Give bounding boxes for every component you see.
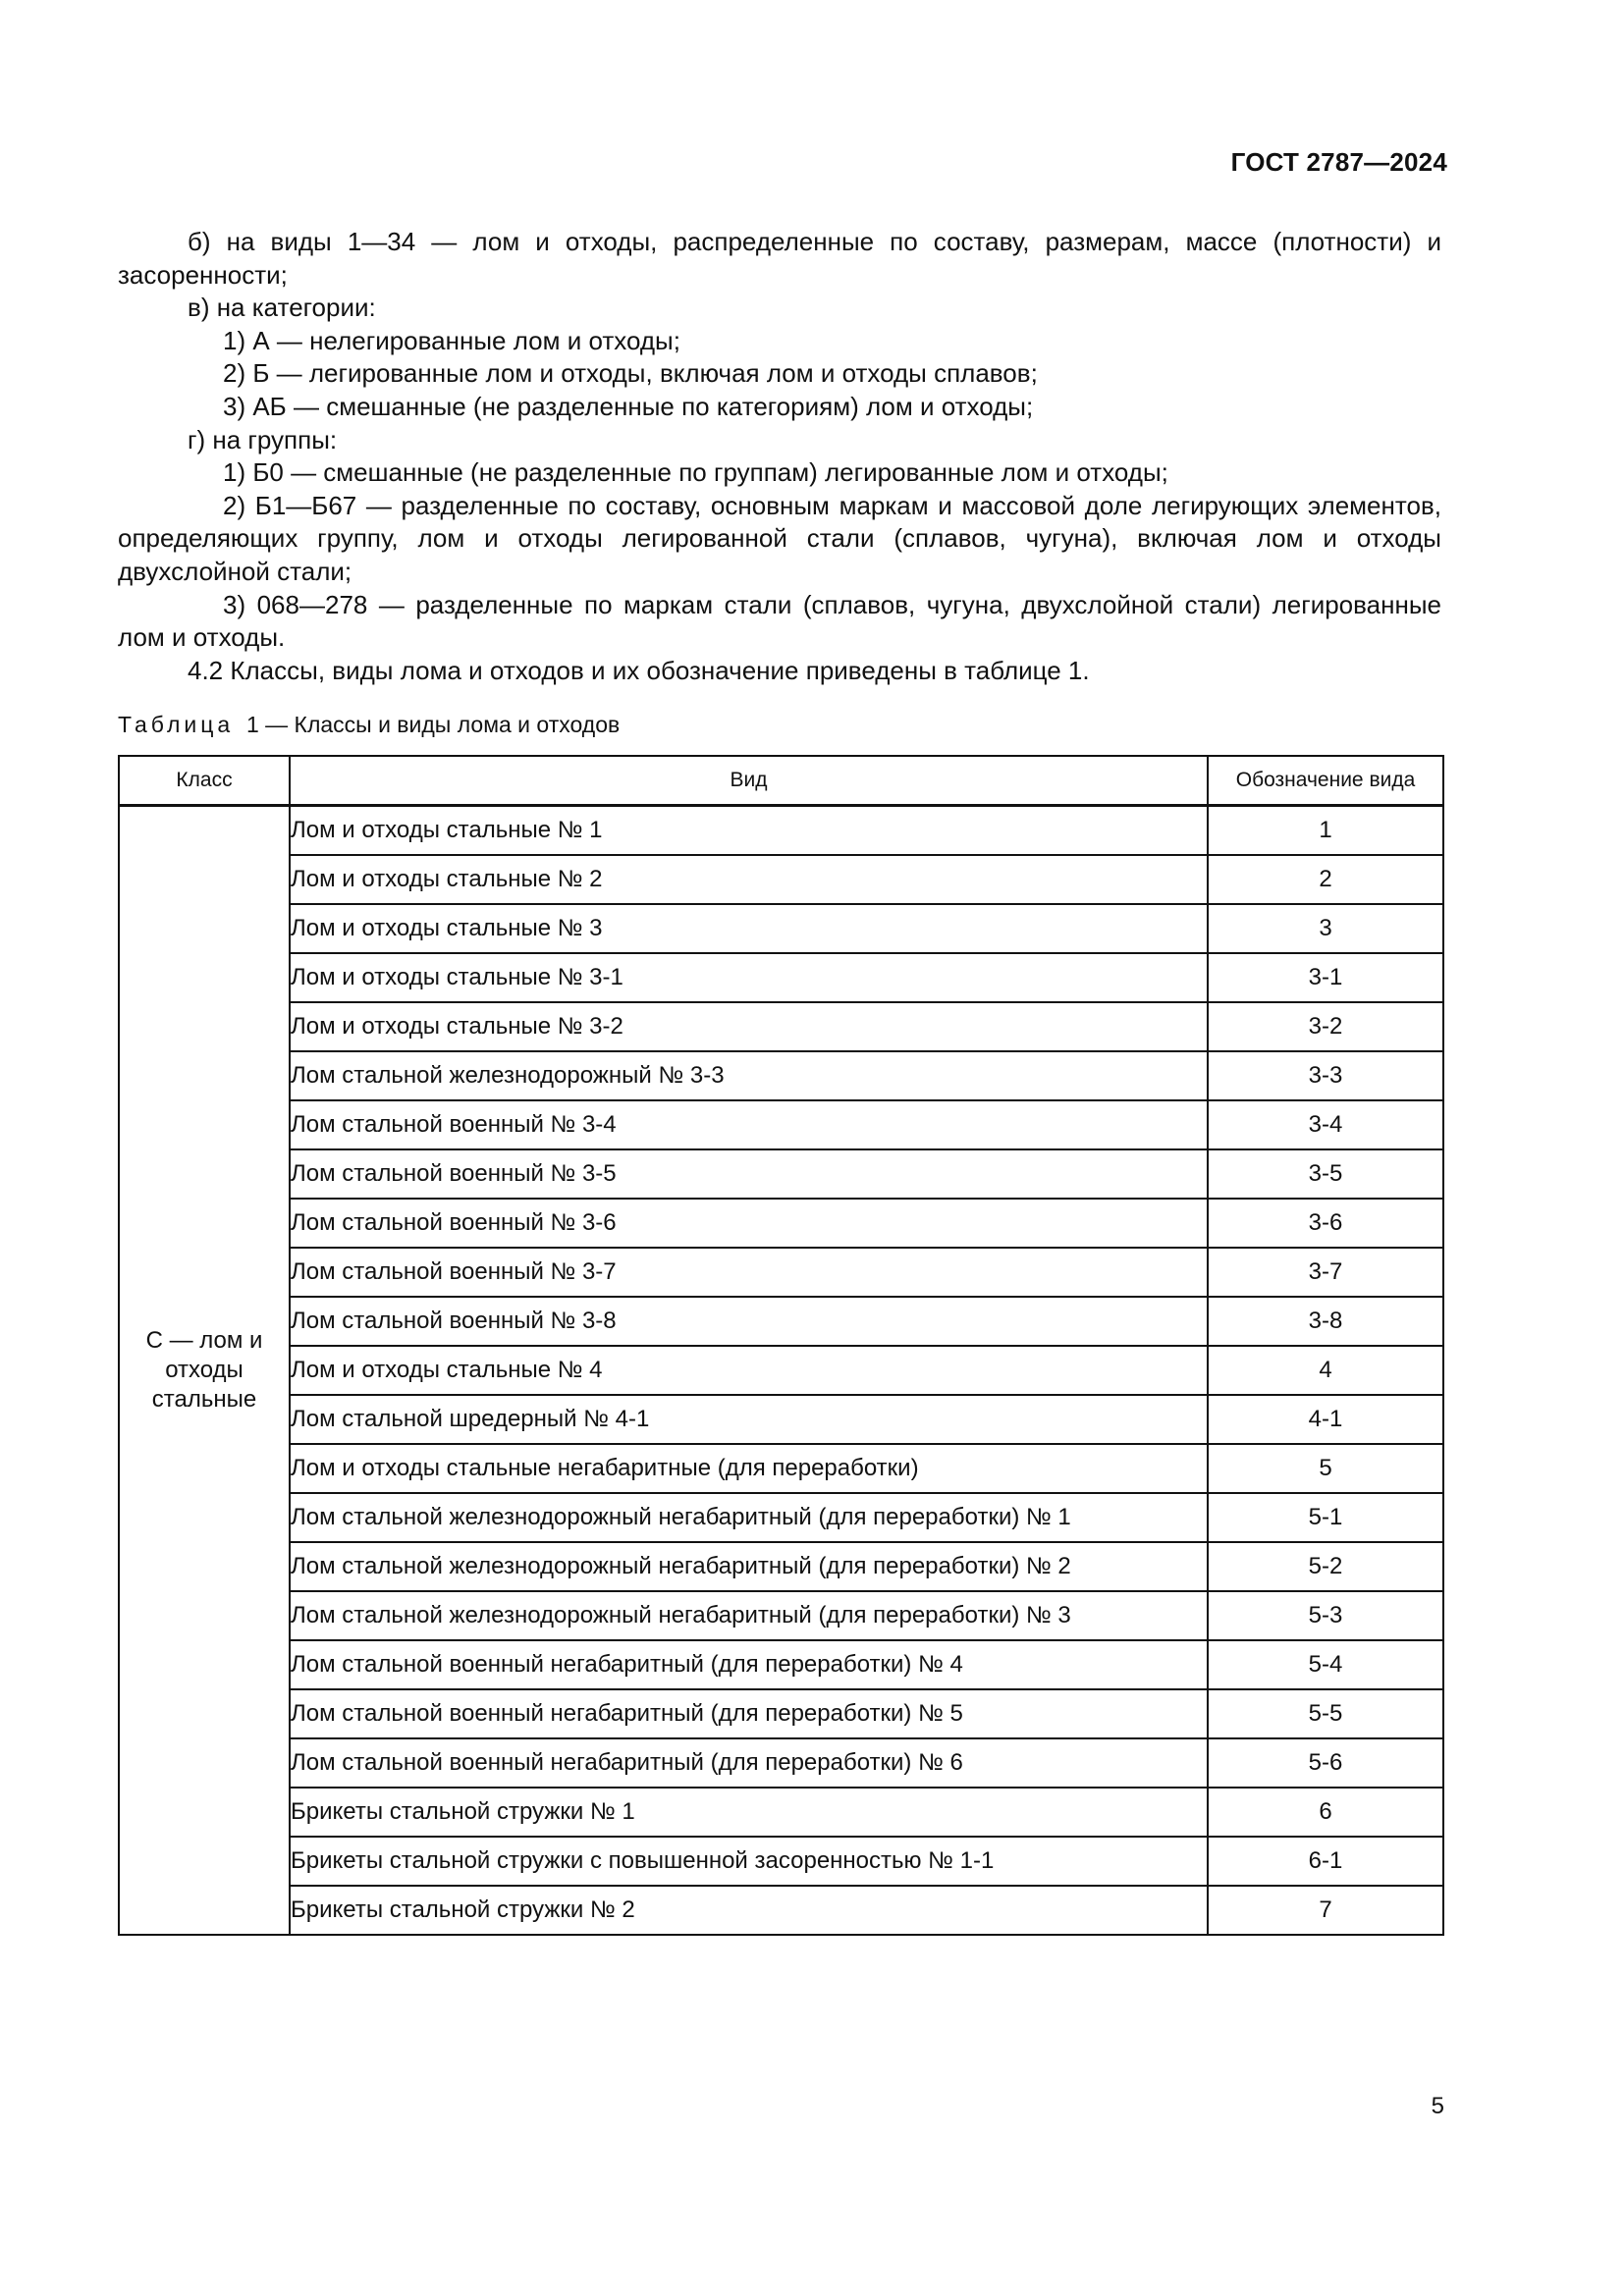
document-id: ГОСТ 2787—2024 bbox=[1230, 147, 1447, 177]
table-row bbox=[119, 806, 1443, 856]
list-item-g1: 1) Б0 — смешанные (не разделенные по группам) легированные лом и отходы; bbox=[223, 457, 1168, 488]
table-row bbox=[119, 1689, 1443, 1738]
kind-cell: Лом и отходы стальные № 3-1 bbox=[290, 953, 1208, 1002]
list-item-v2: 2) Б — легированные лом и отходы, включая лом и отходы сплавов; bbox=[223, 358, 1038, 389]
code-cell: 3 bbox=[1208, 904, 1443, 953]
header-code: Обозначение вида bbox=[1208, 756, 1443, 806]
kind-cell: Лом стальной железнодорожный негабаритный (для переработки) № 3 bbox=[290, 1591, 1208, 1640]
code-cell: 5-6 bbox=[1208, 1738, 1443, 1788]
table-header-row bbox=[119, 756, 1443, 806]
code-cell: 2 bbox=[1208, 855, 1443, 904]
table-row bbox=[119, 855, 1443, 904]
table-row bbox=[119, 1542, 1443, 1591]
list-item-g3: 3) 068—278 — разделенные по маркам стали (сплавов, чугуна, двухслойной стали) легированные лом и отходы. bbox=[118, 589, 1441, 653]
table-row bbox=[119, 1002, 1443, 1051]
table-caption bbox=[118, 712, 620, 738]
kind-cell: Лом стальной железнодорожный негабаритный (для переработки) № 1 bbox=[290, 1493, 1208, 1542]
code-cell: 3-4 bbox=[1208, 1100, 1443, 1149]
kind-cell: Лом стальной военный № 3-7 bbox=[290, 1248, 1208, 1297]
paragraph-v: в) на категории: bbox=[188, 293, 376, 323]
kind-cell: Брикеты стальной стружки № 1 bbox=[290, 1788, 1208, 1837]
kind-cell: Лом и отходы стальные № 3 bbox=[290, 904, 1208, 953]
table-row bbox=[119, 1149, 1443, 1199]
code-cell: 5-1 bbox=[1208, 1493, 1443, 1542]
paragraph-b: б) на виды 1—34 — лом и отходы, распределенные по составу, размерам, массе (плотности) и засоренности; bbox=[118, 227, 1441, 290]
table-row bbox=[119, 1346, 1443, 1395]
code-cell: 3-2 bbox=[1208, 1002, 1443, 1051]
table-row bbox=[119, 1788, 1443, 1837]
code-cell: 5-4 bbox=[1208, 1640, 1443, 1689]
kind-cell: Лом стальной железнодорожный № 3-3 bbox=[290, 1051, 1208, 1100]
list-item-v1: 1) А — нелегированные лом и отходы; bbox=[223, 325, 680, 355]
list-item-g2: 2) Б1—Б67 — разделенные по составу, основным маркам и массовой доле легирующих элементов, определяющих группу, лом и отходы легированной стали (сплавов, чугуна), включая лом и отходы двухслойной стали; bbox=[118, 490, 1441, 586]
code-cell: 3-6 bbox=[1208, 1199, 1443, 1248]
code-cell: 6 bbox=[1208, 1788, 1443, 1837]
table-row bbox=[119, 1100, 1443, 1149]
table-row bbox=[119, 1297, 1443, 1346]
table-row bbox=[119, 953, 1443, 1002]
code-cell: 5-3 bbox=[1208, 1591, 1443, 1640]
code-cell: 3-7 bbox=[1208, 1248, 1443, 1297]
paragraph-4-2: 4.2 Классы, виды лома и отходов и их обозначение приведены в таблице 1. bbox=[188, 655, 1090, 685]
table-row bbox=[119, 1591, 1443, 1640]
code-cell: 3-8 bbox=[1208, 1297, 1443, 1346]
kind-cell: Лом и отходы стальные негабаритные (для переработки) bbox=[290, 1444, 1208, 1493]
kind-cell: Лом и отходы стальные № 1 bbox=[290, 806, 1208, 856]
kind-cell: Лом стальной военный негабаритный (для переработки) № 5 bbox=[290, 1689, 1208, 1738]
body-text bbox=[118, 226, 1441, 687]
classes-table bbox=[118, 755, 1444, 1936]
kind-cell: Лом стальной военный № 3-8 bbox=[290, 1297, 1208, 1346]
table-row bbox=[119, 1837, 1443, 1886]
kind-cell: Лом и отходы стальные № 4 bbox=[290, 1346, 1208, 1395]
table-caption-prefix: Таблица bbox=[118, 712, 235, 737]
kind-cell: Лом и отходы стальные № 2 bbox=[290, 855, 1208, 904]
table-caption-title: 1 — Классы и виды лома и отходов bbox=[245, 712, 621, 737]
code-cell: 7 bbox=[1208, 1886, 1443, 1935]
page-number: 5 bbox=[1431, 2093, 1444, 2119]
table-row bbox=[119, 1886, 1443, 1935]
header-class: Класс bbox=[119, 756, 290, 806]
kind-cell: Лом стальной военный негабаритный (для переработки) № 6 bbox=[290, 1738, 1208, 1788]
kind-cell: Лом стальной военный № 3-4 bbox=[290, 1100, 1208, 1149]
table-row bbox=[119, 1640, 1443, 1689]
code-cell: 5-5 bbox=[1208, 1689, 1443, 1738]
code-cell: 4-1 bbox=[1208, 1395, 1443, 1444]
paragraph-g: г) на группы: bbox=[188, 424, 338, 454]
kind-cell: Лом стальной железнодорожный негабаритный (для переработки) № 2 bbox=[290, 1542, 1208, 1591]
table-row bbox=[119, 1738, 1443, 1788]
table-row bbox=[119, 1493, 1443, 1542]
code-cell: 1 bbox=[1208, 806, 1443, 856]
table-row bbox=[119, 1395, 1443, 1444]
code-cell: 5-2 bbox=[1208, 1542, 1443, 1591]
code-cell: 6-1 bbox=[1208, 1837, 1443, 1886]
table-row bbox=[119, 1444, 1443, 1493]
code-cell: 5 bbox=[1208, 1444, 1443, 1493]
code-cell: 3-5 bbox=[1208, 1149, 1443, 1199]
table-row bbox=[119, 1248, 1443, 1297]
kind-cell: Брикеты стальной стружки № 2 bbox=[290, 1886, 1208, 1935]
kind-cell: Лом стальной шредерный № 4-1 bbox=[290, 1395, 1208, 1444]
header-kind: Вид bbox=[290, 756, 1208, 806]
code-cell: 4 bbox=[1208, 1346, 1443, 1395]
kind-cell: Лом стальной военный негабаритный (для переработки) № 4 bbox=[290, 1640, 1208, 1689]
table-row bbox=[119, 1199, 1443, 1248]
kind-cell: Лом стальной военный № 3-5 bbox=[290, 1149, 1208, 1199]
kind-cell: Брикеты стальной стружки с повышенной засоренностью № 1-1 bbox=[290, 1837, 1208, 1886]
class-cell: С — лом и отходы стальные bbox=[119, 806, 290, 1936]
table-row bbox=[119, 904, 1443, 953]
kind-cell: Лом и отходы стальные № 3-2 bbox=[290, 1002, 1208, 1051]
list-item-v3: 3) АБ — смешанные (не разделенные по категориям) лом и отходы; bbox=[223, 391, 1034, 421]
table-row bbox=[119, 1051, 1443, 1100]
code-cell: 3-3 bbox=[1208, 1051, 1443, 1100]
kind-cell: Лом стальной военный № 3-6 bbox=[290, 1199, 1208, 1248]
code-cell: 3-1 bbox=[1208, 953, 1443, 1002]
